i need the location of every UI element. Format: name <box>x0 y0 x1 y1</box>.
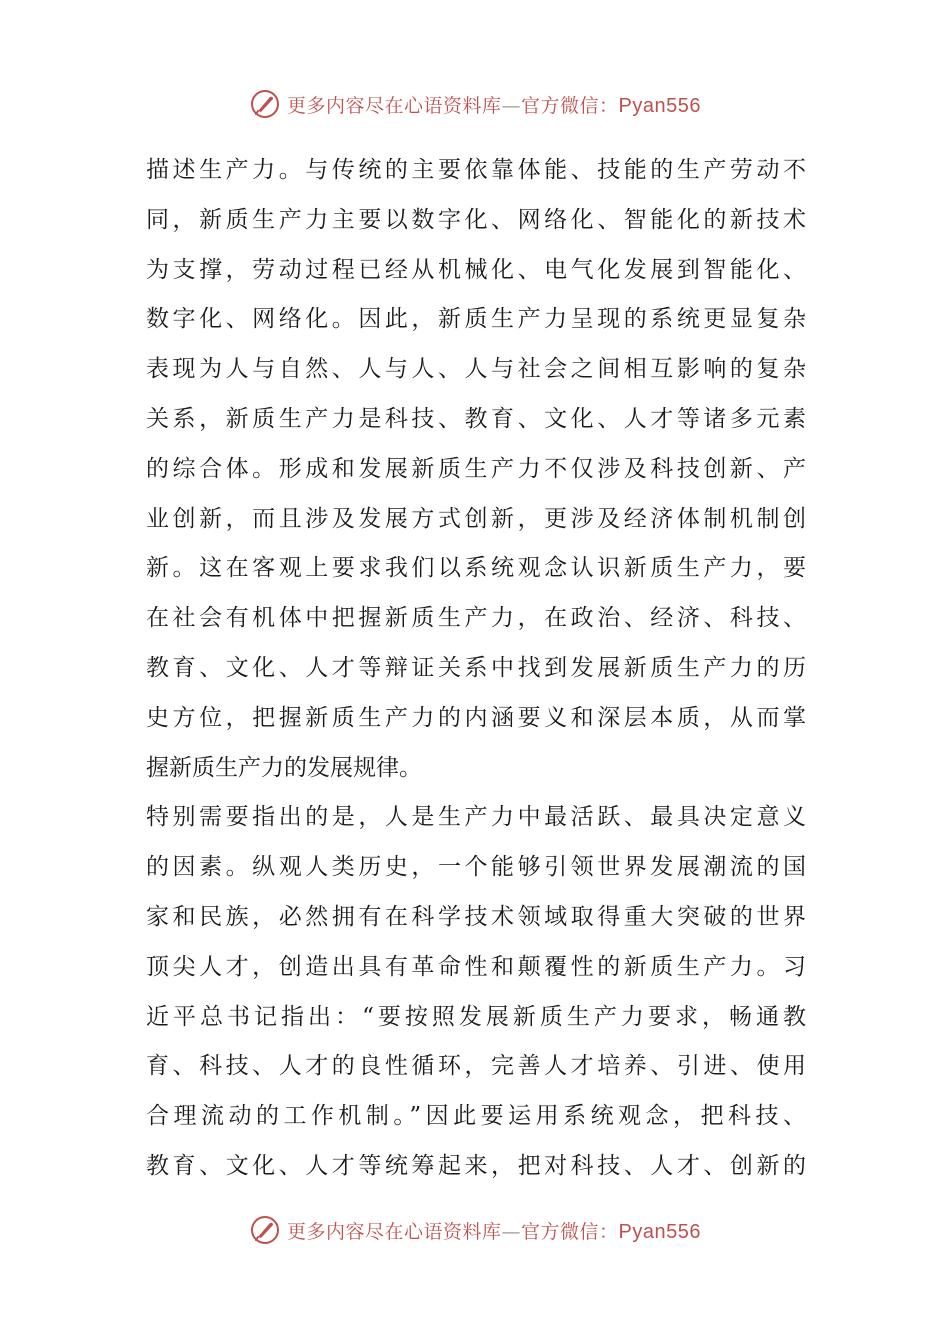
text-line: 的综合体。形成和发展新质生产力不仅涉及科技创新、产 <box>146 455 806 482</box>
banner-wechat-id: Pyan556 <box>618 1220 701 1243</box>
banner-dash: — <box>501 1220 522 1243</box>
paragraph-2 <box>146 793 806 1191</box>
text-line: 为支撑，劳动过程已经从机械化、电气化发展到智能化、 <box>146 256 806 283</box>
text-line: 教育、文化、人才等统筹起来，把对科技、人才、创新的 <box>146 1152 806 1179</box>
text-line: 特别需要指出的是，人是生产力中最活跃、最具决定意义 <box>146 804 806 831</box>
text-line: 合理流动的工作机制。”因此要运用系统观念，把科技、 <box>146 1103 806 1130</box>
banner-dash: — <box>501 94 522 117</box>
header-banner <box>0 84 950 124</box>
banner-wechat-id: Pyan556 <box>618 94 701 117</box>
banner-site-name: 更多内容尽在心语资料库 <box>287 94 502 117</box>
text-line: 家和民族，必然拥有在科学技术领域取得重大突破的世界 <box>146 903 806 930</box>
text-line: 育、科技、人才的良性循环，完善人才培养、引进、使用 <box>146 1053 806 1080</box>
banner-wechat-label: 官方微信： <box>521 94 619 117</box>
banner-wechat-label: 官方微信： <box>521 1220 619 1243</box>
banner-text <box>287 1217 701 1244</box>
text-line: 关系，新质生产力是科技、教育、文化、人才等诸多元素 <box>146 405 806 432</box>
quill-pen-logo-icon <box>249 1214 281 1246</box>
banner-site-name: 更多内容尽在心语资料库 <box>287 1220 502 1243</box>
text-line: 数字化、网络化。因此，新质生产力呈现的系统更显复杂 <box>146 306 806 333</box>
text-line: 在社会有机体中把握新质生产力，在政治、经济、科技、 <box>146 605 806 632</box>
text-line: 史方位，把握新质生产力的内涵要义和深层本质，从而掌 <box>146 704 806 731</box>
banner-text <box>287 91 701 118</box>
text-line: 的因素。纵观人类历史，一个能够引领世界发展潮流的国 <box>146 854 806 881</box>
text-line: 同，新质生产力主要以数字化、网络化、智能化的新技术 <box>146 206 806 233</box>
text-line: 近平总书记指出：“要按照发展新质生产力要求，畅通教 <box>146 1003 806 1030</box>
quill-pen-logo-icon <box>249 88 281 120</box>
text-line-last: 握新质生产力的发展规律。 <box>146 754 422 781</box>
document-body <box>146 146 806 1192</box>
text-line: 业创新，而且涉及发展方式创新，更涉及经济体制机制创 <box>146 505 806 532</box>
text-line: 新。这在客观上要求我们以系统观念认识新质生产力，要 <box>146 555 806 582</box>
text-line: 描述生产力。与传统的主要依靠体能、技能的生产劳动不 <box>146 157 806 183</box>
text-line: 表现为人与自然、人与人、人与社会之间相互影响的复杂 <box>146 356 806 383</box>
footer-banner <box>0 1210 950 1250</box>
paragraph-1 <box>146 146 806 793</box>
text-line: 顶尖人才，创造出具有革命性和颠覆性的新质生产力。习 <box>146 953 806 980</box>
text-line: 教育、文化、人才等辩证关系中找到发展新质生产力的历 <box>146 654 806 681</box>
